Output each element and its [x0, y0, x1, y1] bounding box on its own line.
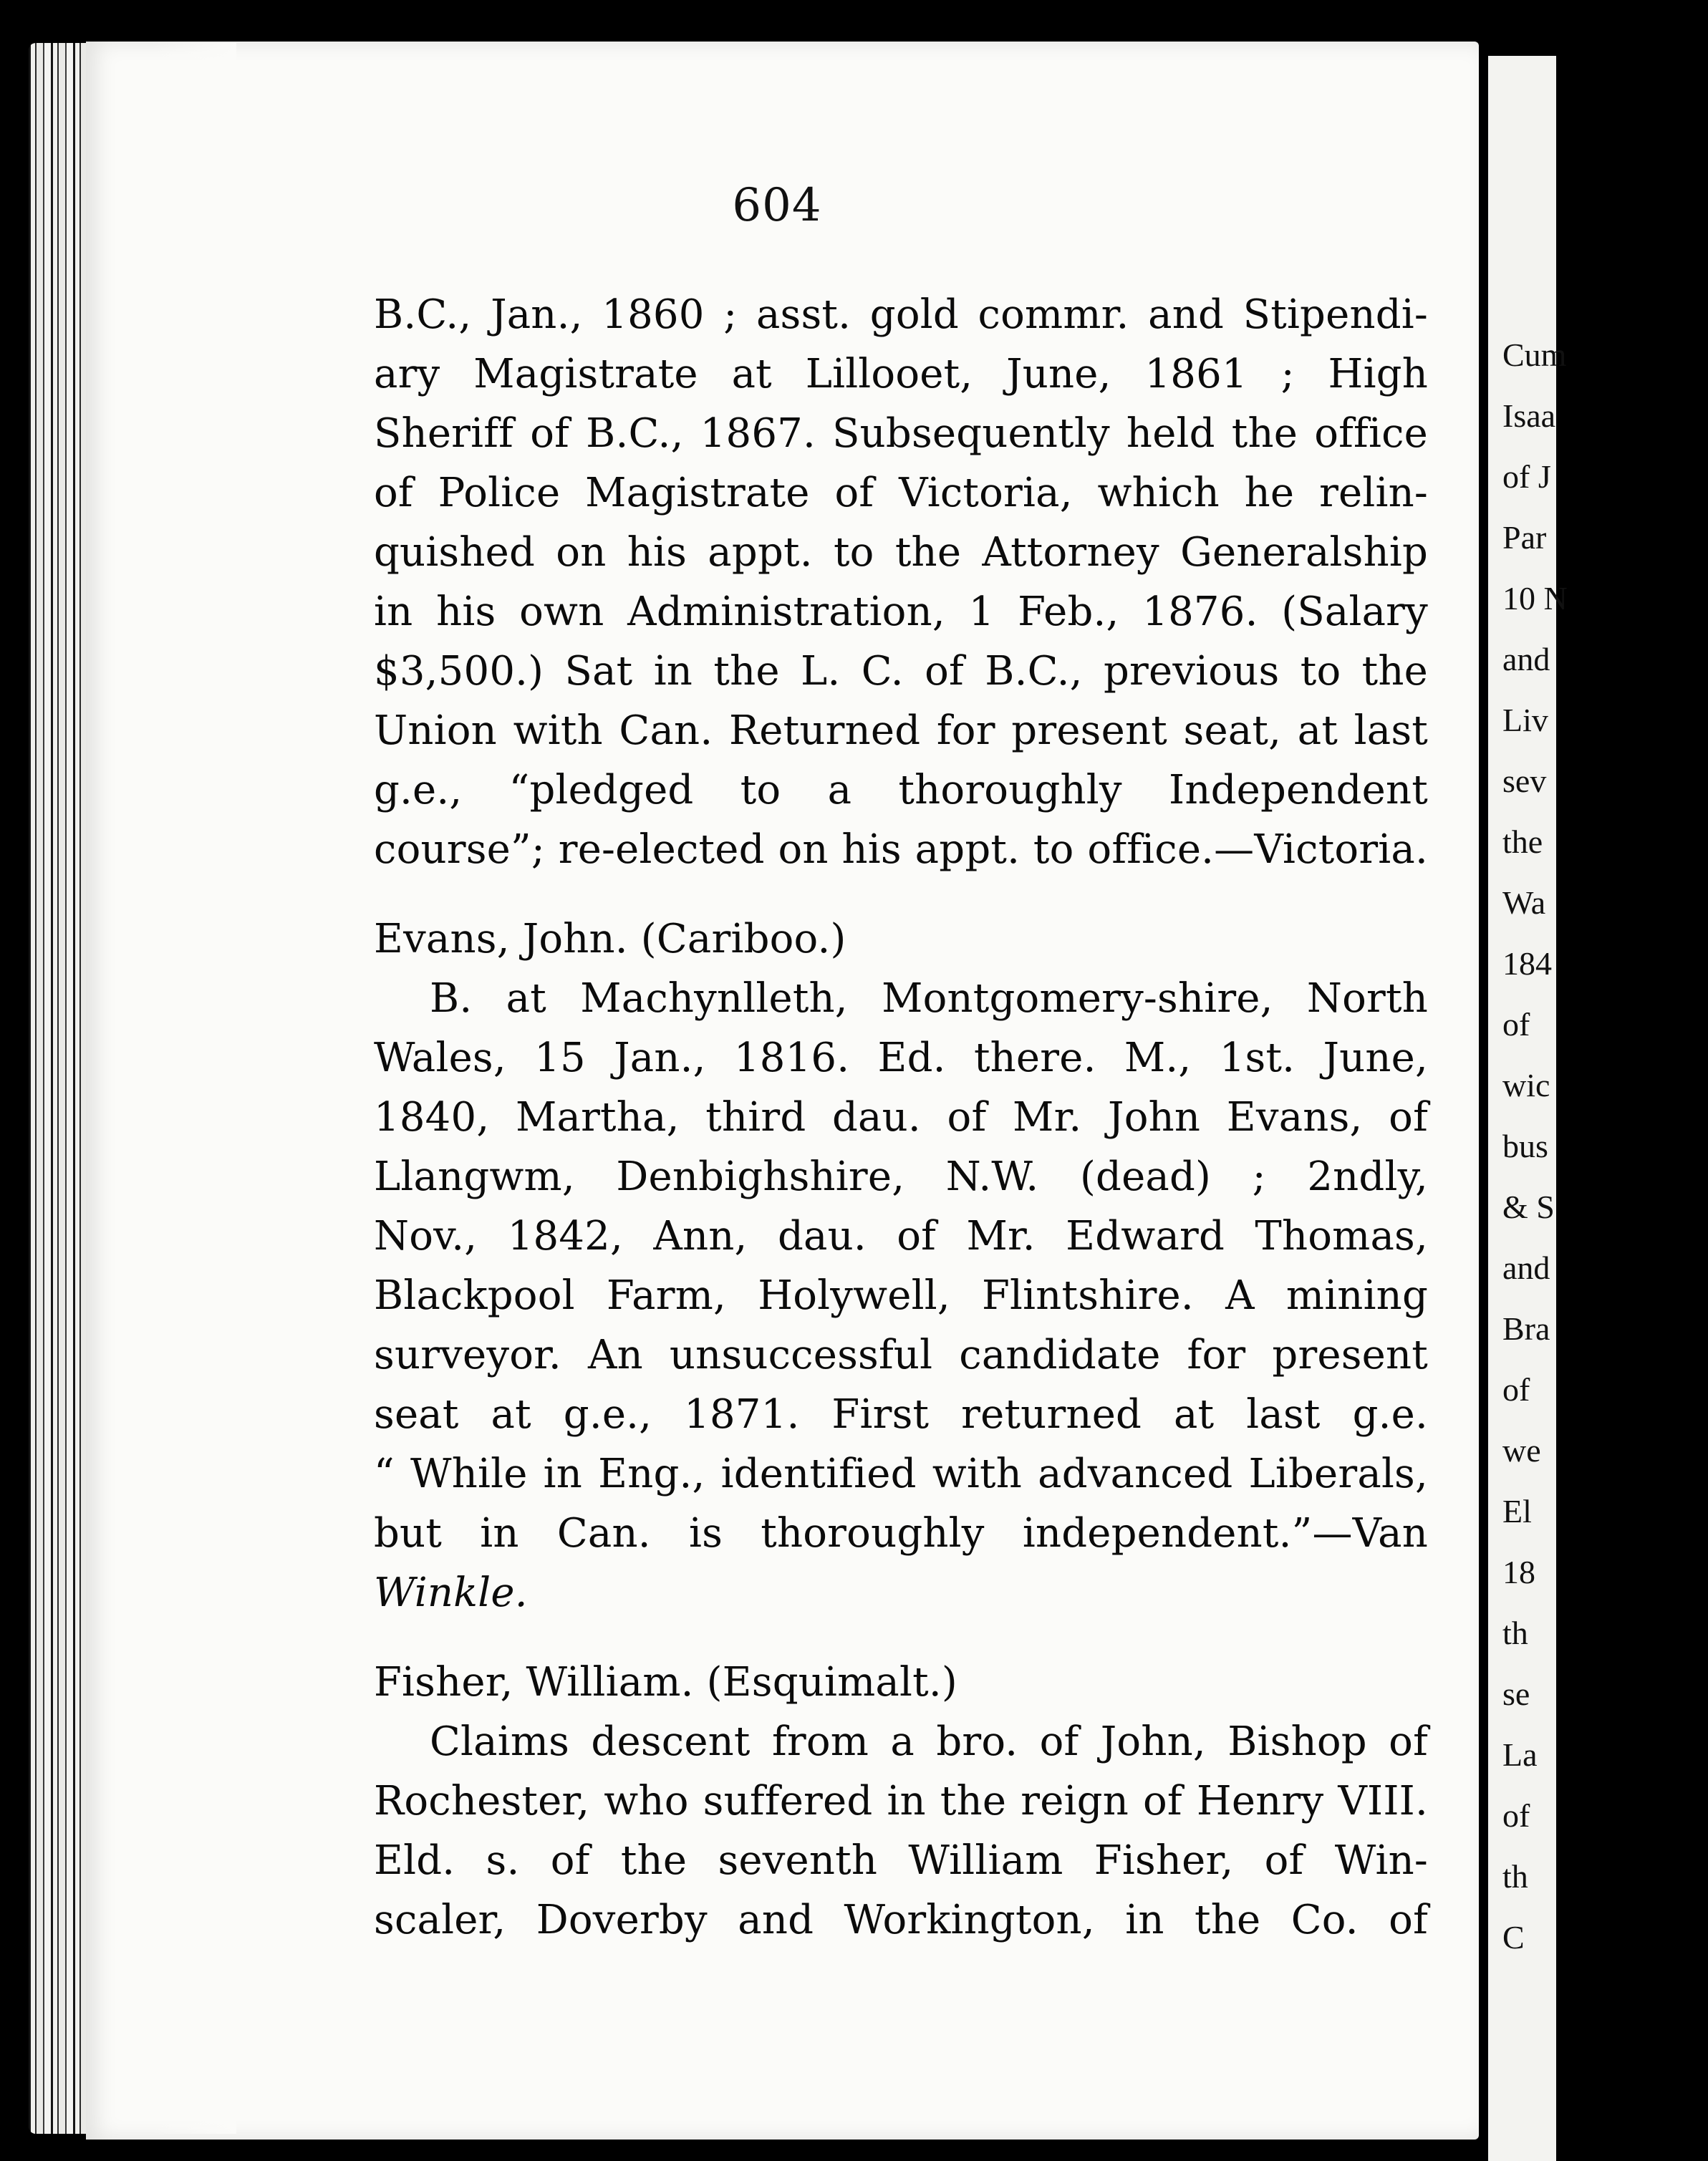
facing-page-line: and: [1502, 1249, 1550, 1286]
paragraph-gap: [374, 879, 1428, 909]
text-line: g.e., “pledged to a thoroughly Independent: [374, 767, 1428, 813]
text-line: Union with Can. Returned for present seat, at last: [374, 707, 1428, 754]
facing-page-line: of J: [1502, 458, 1551, 495]
entry-heading: Evans, John. (Cariboo.): [374, 916, 846, 962]
text-line: 1840, Martha, third dau. of Mr. John Evans, of: [374, 1094, 1428, 1141]
text-line: Eld. s. of the seventh William Fisher, of Win-: [374, 1837, 1428, 1884]
text-line: $3,500.) Sat in the L. C. of B.C., previous to the: [374, 648, 1428, 695]
text-line: Rochester, who suffered in the reign of Henry VIII.: [374, 1778, 1428, 1824]
entry-heading: Fisher, William. (Esquimalt.): [374, 1659, 957, 1706]
facing-page-line: of: [1502, 1006, 1530, 1043]
facing-page-line: C: [1502, 1919, 1525, 1955]
facing-page-line: Liv: [1502, 702, 1548, 738]
text-line: B.C., Jan., 1860 ; asst. gold commr. and Stipendi-: [374, 291, 1428, 338]
text-line: Nov., 1842, Ann, dau. of Mr. Edward Thomas,: [374, 1213, 1428, 1260]
paragraph-gap: [374, 1623, 1428, 1653]
spine-shadow: [150, 43, 236, 2134]
page-body-text: [374, 285, 1428, 1950]
text-line: but in Can. is thoroughly independent.”—Van: [374, 1510, 1428, 1557]
text-line: surveyor. An unsuccessful candidate for present: [374, 1332, 1428, 1378]
page-number: 604: [732, 179, 822, 232]
text-line: Winkle.: [374, 1570, 528, 1616]
facing-page-line: Par: [1502, 519, 1547, 556]
text-line: of Police Magistrate of Victoria, which he relin-: [374, 470, 1428, 516]
facing-page-line: of: [1502, 1797, 1530, 1834]
text-line: in his own Administration, 1 Feb., 1876. (Salary: [374, 589, 1428, 635]
text-line: ary Magistrate at Lillooet, June, 1861 ; High: [374, 351, 1428, 397]
text-line: Claims descent from a bro. of John, Bishop of: [430, 1718, 1428, 1765]
facing-page-line: Bra: [1502, 1310, 1550, 1347]
text-line: Llangwm, Denbighshire, N.W. (dead) ; 2ndly,: [374, 1154, 1428, 1200]
text-line: Wales, 15 Jan., 1816. Ed. there. M., 1st. June,: [374, 1035, 1428, 1081]
facing-page-line: La: [1502, 1736, 1538, 1773]
text-line: course”; re-elected on his appt. to office.—Victoria.: [374, 826, 1428, 873]
facing-page-line: sev: [1502, 763, 1547, 799]
text-line: Sheriff of B.C., 1867. Subsequently held the office: [374, 410, 1428, 457]
text-line: Blackpool Farm, Holywell, Flintshire. A mining: [374, 1272, 1428, 1319]
facing-page-line: El: [1502, 1493, 1532, 1529]
facing-page-line: Wa: [1502, 884, 1546, 921]
facing-page-line: th: [1502, 1858, 1528, 1895]
text-line: seat at g.e., 1871. First returned at last g.e.: [374, 1391, 1428, 1438]
facing-page-line: Cum: [1502, 337, 1567, 373]
facing-page-line: and: [1502, 641, 1550, 677]
facing-page-line: bus: [1502, 1128, 1548, 1164]
facing-page-line: Isaa: [1502, 397, 1556, 434]
facing-page-line: & S: [1502, 1189, 1555, 1225]
facing-page-line: th: [1502, 1615, 1528, 1651]
text-line: scaler, Doverby and Workington, in the Co. of: [374, 1897, 1428, 1943]
facing-page-line: the: [1502, 823, 1543, 860]
facing-page-fragment: [1488, 56, 1568, 2161]
facing-page-line: of: [1502, 1371, 1530, 1408]
facing-page-line: 10 N: [1502, 580, 1568, 617]
facing-page-line: 184: [1502, 945, 1552, 982]
facing-page-line: we: [1502, 1432, 1541, 1469]
text-line: “ While in Eng., identified with advanced Liberals,: [374, 1451, 1428, 1497]
facing-page-line: 18: [1502, 1554, 1535, 1590]
facing-page-line: wic: [1502, 1067, 1550, 1103]
text-line: B. at Machynlleth, Montgomery-shire, North: [430, 975, 1428, 1022]
text-line: quished on his appt. to the Attorney Generalship: [374, 529, 1428, 576]
facing-page-line: se: [1502, 1676, 1530, 1712]
